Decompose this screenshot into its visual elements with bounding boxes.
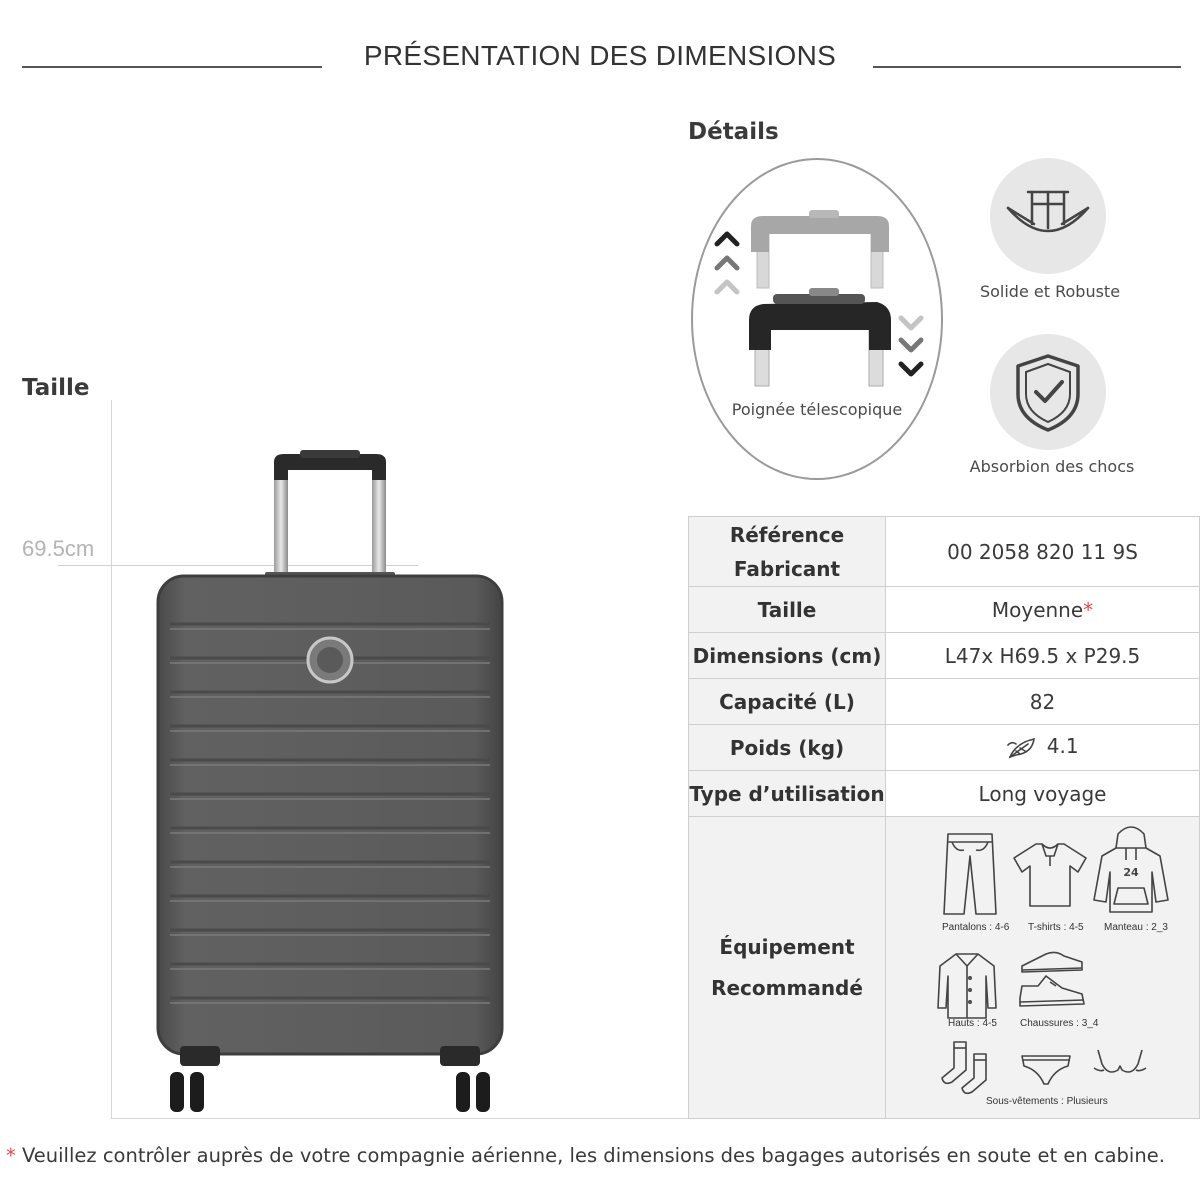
row-label: Taille — [689, 587, 886, 633]
details-section-title: Détails — [688, 119, 779, 145]
header-line-right — [873, 66, 1181, 68]
shield-check-icon — [990, 334, 1106, 450]
size-value-cell — [886, 587, 1200, 633]
reference-value: 00 2058 820 11 9S — [886, 517, 1200, 587]
tshirt-icon — [1010, 840, 1090, 910]
equipment-caption: Sous-vêtements : Plusieurs — [986, 1095, 1108, 1107]
row-label-line: Référence — [729, 522, 845, 547]
shoes-icon — [1016, 946, 1088, 1012]
bra-icon — [1092, 1046, 1148, 1082]
equipment-caption: Chaussures : 3_4 — [1020, 1017, 1099, 1029]
size-asterisk: * — [1083, 597, 1094, 622]
equipment-caption: T-shirts : 4-5 — [1028, 921, 1084, 933]
telescopic-handle-icon — [693, 160, 941, 478]
row-label — [689, 517, 886, 587]
footnote-asterisk: * — [6, 1144, 16, 1167]
equipment-caption: Manteau : 2_3 — [1104, 921, 1168, 933]
table-row — [689, 587, 1200, 633]
table-row — [689, 771, 1200, 817]
equipment-label — [689, 817, 886, 1119]
sturdy-feature-circle — [990, 158, 1106, 274]
underwear-icon — [1018, 1052, 1074, 1088]
size-guide-vertical-line — [111, 400, 112, 1118]
row-label-line: Recommandé — [711, 975, 863, 1000]
feature-label-shock: Absorbion des chocs — [969, 457, 1135, 476]
hoodie-badge: 24 — [1123, 865, 1139, 879]
table-row — [689, 725, 1200, 771]
telescopic-handle-feature — [691, 158, 943, 480]
equipment-cell — [886, 817, 1200, 1119]
sturdy-structure-icon — [990, 158, 1106, 274]
size-section-title: Taille — [22, 375, 90, 401]
size-value: Moyenne — [991, 597, 1084, 622]
feature-label-telescopic-handle: Poignée télescopique — [731, 400, 903, 419]
table-row — [689, 817, 1200, 1119]
row-label: Capacité (L) — [689, 679, 886, 725]
shirt-icon — [934, 950, 1000, 1020]
feature-label-sturdy: Solide et Robuste — [979, 282, 1121, 301]
spec-table — [688, 516, 1200, 1119]
row-label: Dimensions (cm) — [689, 633, 886, 679]
page-title: PRÉSENTATION DES DIMENSIONS — [363, 40, 837, 71]
capacity-value: 82 — [886, 679, 1200, 725]
hoodie-icon — [1090, 824, 1172, 916]
table-row — [689, 633, 1200, 679]
row-label: Poids (kg) — [689, 725, 886, 771]
weight-value-cell — [886, 725, 1200, 771]
equipment-caption: Hauts : 4-5 — [948, 1017, 997, 1029]
pants-icon — [942, 830, 998, 916]
footnote-text: Veuillez contrôler auprès de votre compagnie aérienne, les dimensions des bagages autorisés en soute et en cabine. — [15, 1144, 1165, 1167]
suitcase-image — [150, 450, 510, 1120]
socks-icon — [940, 1038, 996, 1096]
equipment-caption: Pantalons : 4-6 — [942, 921, 1010, 933]
equipment-grid — [886, 818, 1198, 1118]
table-row — [689, 517, 1200, 587]
table-row — [689, 679, 1200, 725]
shock-feature-circle — [990, 334, 1106, 450]
row-label-line: Fabricant — [733, 556, 841, 581]
usage-value: Long voyage — [886, 771, 1200, 817]
height-label: 69.5cm — [22, 536, 95, 561]
footnote — [6, 1144, 1165, 1167]
dimensions-value: L47x H69.5 x P29.5 — [886, 633, 1200, 679]
feather-icon — [1006, 735, 1040, 761]
row-label: Type d’utilisation — [689, 771, 886, 817]
weight-value: 4.1 — [1046, 734, 1079, 759]
row-label-line: Équipement — [719, 934, 855, 959]
